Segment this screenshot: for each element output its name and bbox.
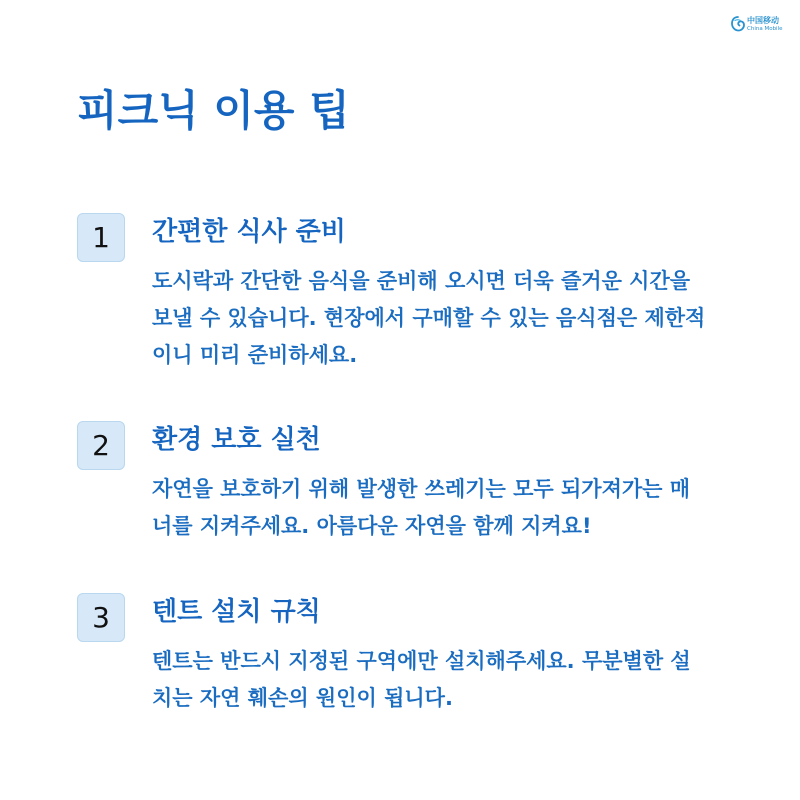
logo-text-en: China Mobile <box>747 26 783 32</box>
tip-heading: 간편한 식사 준비 <box>152 217 346 247</box>
tip-description-line: 도시락과 간단한 음식을 준비해 오시면 더욱 즐거운 시간을 <box>152 269 691 293</box>
tip-number-badge: 2 <box>77 421 125 470</box>
tip-item <box>0 213 800 373</box>
tip-description-line: 이니 미리 준비하세요. <box>152 343 358 367</box>
tip-description-line: 자연을 보호하기 위해 발생한 쓰레기는 모두 되가져가는 매 <box>152 477 691 501</box>
tip-heading: 텐트 설치 규칙 <box>152 597 321 627</box>
tip-number-badge: 1 <box>77 213 125 262</box>
tip-description <box>152 643 691 717</box>
page-title: 피크닉 이용 팁 <box>77 86 350 135</box>
tip-item <box>0 593 800 753</box>
tip-description <box>152 471 690 545</box>
brand-logo <box>731 15 787 35</box>
tip-description-line: 치는 자연 훼손의 원인이 됩니다. <box>152 686 453 710</box>
tip-description-line: 보낼 수 있습니다. 현장에서 구매할 수 있는 음식점은 제한적 <box>152 306 706 330</box>
tip-item <box>0 421 800 581</box>
tip-description <box>152 263 705 374</box>
logo-text-cn: 中国移动 <box>747 16 779 25</box>
tip-heading: 환경 보호 실천 <box>152 425 321 455</box>
tip-description-line: 너를 지켜주세요. 아름다운 자연을 함께 지켜요! <box>152 514 592 538</box>
tip-description-line: 텐트는 반드시 지정된 구역에만 설치해주세요. 무분별한 설 <box>152 649 691 673</box>
china-mobile-logo-icon <box>731 16 745 32</box>
tip-number-badge: 3 <box>77 593 125 642</box>
